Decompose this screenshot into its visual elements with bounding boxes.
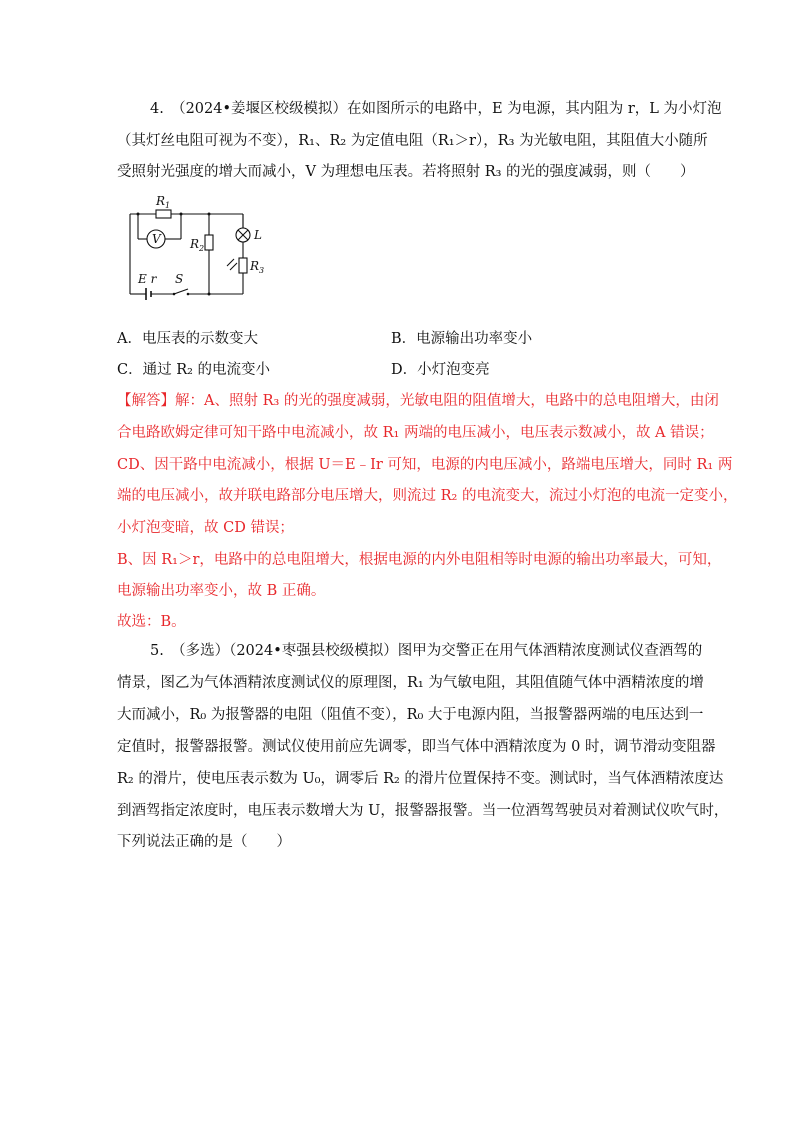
label-r3: $R_3$ bbox=[250, 259, 265, 275]
q4-stem-line-2: （其灯丝电阻可视为不变），R₁、R₂ 为定值电阻（R₁＞r），R₃ 为光敏电阻，其阻值大小随所 bbox=[117, 133, 708, 149]
q4-solution-line-7: 电源输出功率变小，故 B 正确。 bbox=[117, 583, 326, 599]
q5-stem-line-2: 情景，图乙为气体酒精浓度测试仪的原理图，R₁ 为气敏电阻，其阻值随气体中酒精浓度的增 bbox=[117, 675, 704, 691]
label-voltmeter: V bbox=[152, 232, 161, 246]
q4-stem-line-3: 受照射光强度的增大而减小，V 为理想电压表。若将照射 R₃ 的光的强度减弱，则（ ） bbox=[117, 164, 695, 180]
q4-option-b: B．电源输出功率变小 bbox=[391, 331, 533, 347]
q4-option-a: A．电压表的示数变大 bbox=[117, 331, 258, 347]
label-r2: $R_2$ bbox=[190, 237, 205, 253]
q5-stem-line-1: 5. （多选）（2024•枣强县校级模拟）图甲为交警正在用气体酒精浓度测试仪查酒驾的 bbox=[150, 643, 703, 659]
q5-stem-line-5: R₂ 的滑片，使电压表示数为 U₀，调零后 R₂ 的滑片位置保持不变。测试时，当气体酒精浓度达 bbox=[117, 771, 724, 787]
resistor-r1 bbox=[156, 210, 171, 218]
circuit-diagram bbox=[118, 190, 278, 302]
switch bbox=[174, 289, 188, 294]
label-source: E r bbox=[138, 272, 157, 286]
battery bbox=[146, 288, 151, 300]
q5-stem-line-7: 下列说法正确的是（ ） bbox=[117, 834, 291, 850]
resistor-r3 bbox=[239, 258, 247, 273]
q4-answer: 故选：B。 bbox=[117, 614, 186, 630]
q4-stem-line-1: 4. （2024•姜堰区校级模拟）在如图所示的电路中，E 为电源，其内阻为 r，L 为小灯泡 bbox=[150, 101, 722, 117]
q4-solution-line-1: 【解答】解：A、照射 R₃ 的光的强度减弱，光敏电阻的阻值增大，电路中的总电阻增大，由闭 bbox=[117, 393, 719, 409]
q4-option-d: D．小灯泡变亮 bbox=[391, 362, 490, 378]
q4-option-c: C．通过 R₂ 的电流变小 bbox=[117, 362, 271, 378]
q4-solution-line-2: 合电路欧姆定律可知干路中电流减小，故 R₁ 两端的电压减小，电压表示数减小，故 A 错误； bbox=[117, 425, 714, 441]
q4-solution-line-4: 端的电压减小，故并联电路部分电压增大，则流过 R₂ 的电流变大，流过小灯泡的电流一定变小， bbox=[117, 488, 738, 504]
label-lamp: L bbox=[254, 228, 262, 242]
label-r1: $R_1$ bbox=[156, 194, 171, 210]
q5-stem-line-3: 大而减小，R₀ 为报警器的电阻（阻值不变），R₀ 大于电源内阻，当报警器两端的电压达到一 bbox=[117, 707, 704, 723]
q4-solution-line-3: CD、因干路中电流减小，根据 U＝E﹣Ir 可知，电源的内电压减小，路端电压增大，同时 R₁ 两 bbox=[117, 457, 733, 473]
q4-solution-line-6: B、因 R₁＞r，电路中的总电阻增大，根据电源的内外电阻相等时电源的输出功率最大，可知， bbox=[117, 552, 722, 568]
q5-stem-line-4: 定值时，报警器报警。测试仪使用前应先调零，即当气体中酒精浓度为 0 时，调节滑动变阻器 bbox=[117, 739, 716, 755]
label-switch: S bbox=[175, 272, 184, 286]
resistor-r2 bbox=[205, 235, 213, 250]
q5-stem-line-6: 到酒驾指定浓度时，电压表示数增大为 U，报警器报警。当一位酒驾驾驶员对着测试仪吹气时， bbox=[117, 803, 729, 819]
q4-solution-line-5: 小灯泡变暗，故 CD 错误； bbox=[117, 520, 294, 536]
